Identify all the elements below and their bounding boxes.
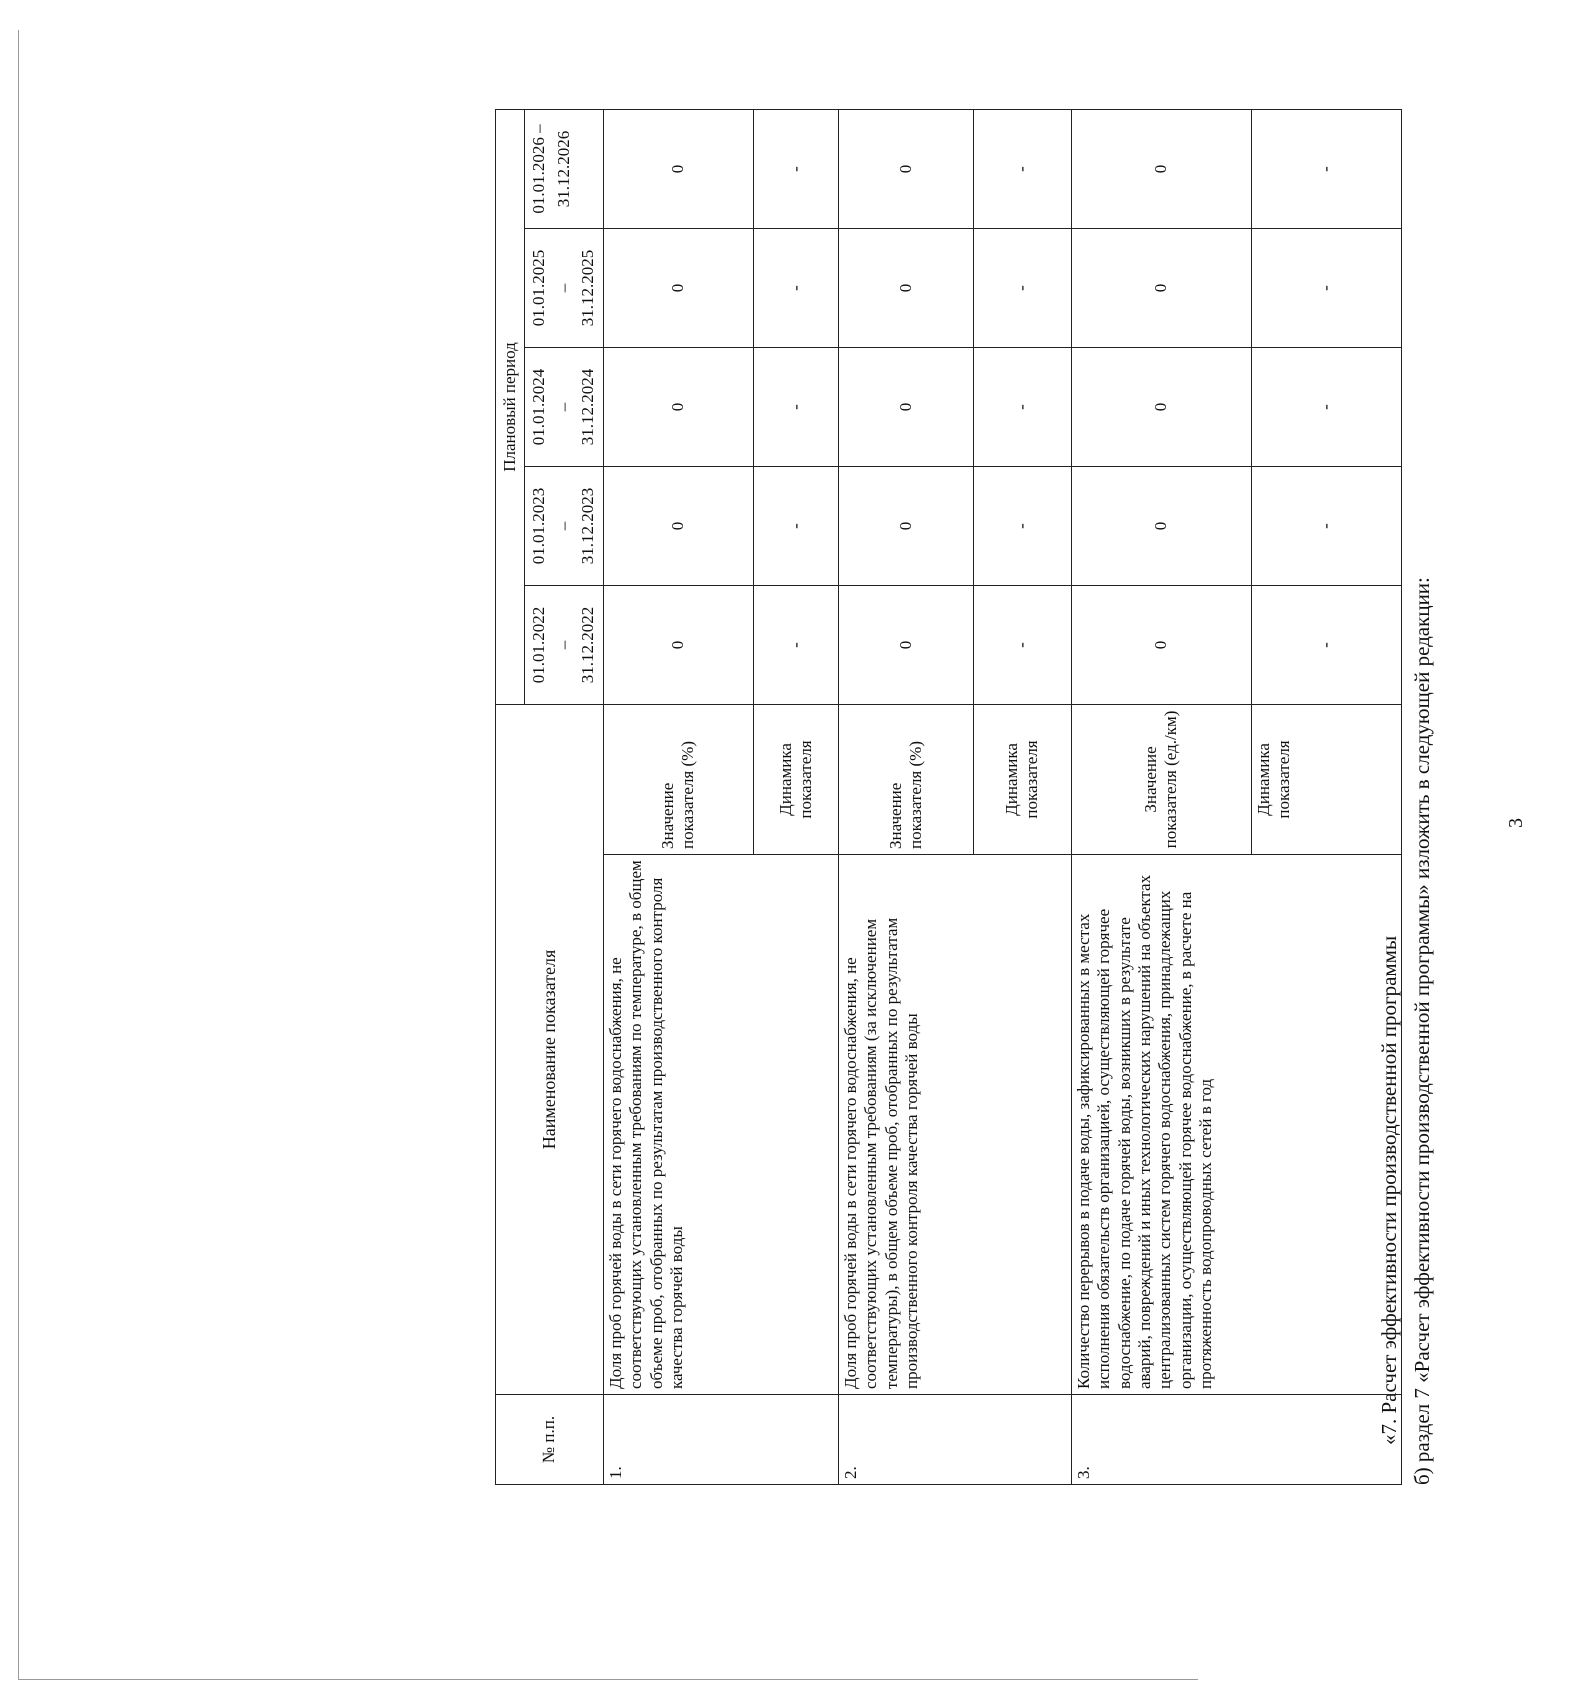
dynamics-cell: -: [1251, 109, 1401, 228]
value-cell: 0: [603, 467, 753, 586]
value-cell: 0: [1071, 109, 1251, 228]
dynamics-cell: -: [1251, 348, 1401, 467]
dynamics-cell: -: [973, 109, 1071, 228]
value-cell: 0: [603, 348, 753, 467]
period-2022: 01.01.2022 – 31.12.2022: [525, 586, 604, 705]
dynamics-cell: -: [753, 109, 838, 228]
value-cell: 0: [603, 109, 753, 228]
dynamics-label: Динамика показателя: [973, 705, 1071, 855]
period-2026: 01.01.2026 – 31.12.2026: [525, 109, 604, 228]
value-cell: 0: [838, 109, 973, 228]
value-cell: 0: [1071, 586, 1251, 705]
table-header-row: [496, 109, 525, 1484]
value-label: Значение показателя (ед./км): [1071, 705, 1251, 855]
table-row: [1071, 109, 1251, 1484]
dynamics-cell: -: [973, 229, 1071, 348]
indicator-name: Количество перерывов в подаче воды, зафиксированных в местах исполнения обязательств организацией, осуществляющей горячее водоснабжение, по подаче горячей воды, возникших в результате аварий, повреждений и иных технологических нарушений на объектах централизованных систем горячего водоснабжения, принадлежащих организации, осуществляющей горячее водоснабжение, в расчете на протяженность водопроводных сетей в год: [1071, 855, 1401, 1395]
dynamics-cell: -: [973, 586, 1071, 705]
table-row: [838, 109, 973, 1484]
value-cell: 0: [838, 229, 973, 348]
value-cell: 0: [603, 229, 753, 348]
value-cell: 0: [1071, 229, 1251, 348]
section-subheading: «7. Расчет эффективности производственной программы: [1377, 935, 1401, 1445]
dynamics-cell: -: [753, 586, 838, 705]
header-indicator-name: Наименование показателя: [496, 705, 604, 1395]
period-2023: 01.01.2023 – 31.12.2023: [525, 467, 604, 586]
value-cell: 0: [1071, 467, 1251, 586]
row-number: 1.: [603, 1395, 838, 1485]
value-cell: 0: [838, 467, 973, 586]
header-num: № п.п.: [496, 1395, 604, 1485]
rotated-page-content: [495, 85, 1580, 1580]
dynamics-cell: -: [973, 467, 1071, 586]
table-row: [603, 109, 753, 1484]
value-cell: 0: [1071, 348, 1251, 467]
value-label: Значение показателя (%): [838, 705, 973, 855]
dynamics-cell: -: [753, 467, 838, 586]
period-2025: 01.01.2025 – 31.12.2025: [525, 229, 604, 348]
dynamics-cell: -: [973, 348, 1071, 467]
dynamics-cell: -: [753, 229, 838, 348]
section-heading: б) раздел 7 «Расчет эффективности производственной программы» изложить в следующей редакции:: [1410, 577, 1434, 1485]
header-planned-period: Плановый период: [496, 109, 525, 704]
row-number: 2.: [838, 1395, 1071, 1485]
dynamics-cell: -: [1251, 467, 1401, 586]
indicator-name: Доля проб горячей воды в сети горячего водоснабжения, не соответствующих установленным требованиям по температуре, в общем объеме проб, отобранных по результатам производственного контроля качества горячей воды: [603, 855, 838, 1395]
efficiency-table: [495, 109, 1402, 1485]
value-cell: 0: [838, 586, 973, 705]
row-number: 3.: [1071, 1395, 1401, 1485]
dynamics-label: Динамика показателя: [1251, 705, 1401, 855]
value-cell: 0: [603, 586, 753, 705]
dynamics-cell: -: [753, 348, 838, 467]
value-cell: 0: [838, 348, 973, 467]
indicator-name: Доля проб горячей воды в сети горячего водоснабжения, не соответствующих установленным требованиям (за исключением температуры), в общем объеме проб, отобранных по результатам производственного контроля качества горячей воды: [838, 855, 1071, 1395]
dynamics-cell: -: [1251, 586, 1401, 705]
dynamics-label: Динамика показателя: [753, 705, 838, 855]
dynamics-cell: -: [1251, 229, 1401, 348]
page-number: 3: [1505, 818, 1527, 828]
period-2024: 01.01.2024 – 31.12.2024: [525, 348, 604, 467]
value-label: Значение показателя (%): [603, 705, 753, 855]
